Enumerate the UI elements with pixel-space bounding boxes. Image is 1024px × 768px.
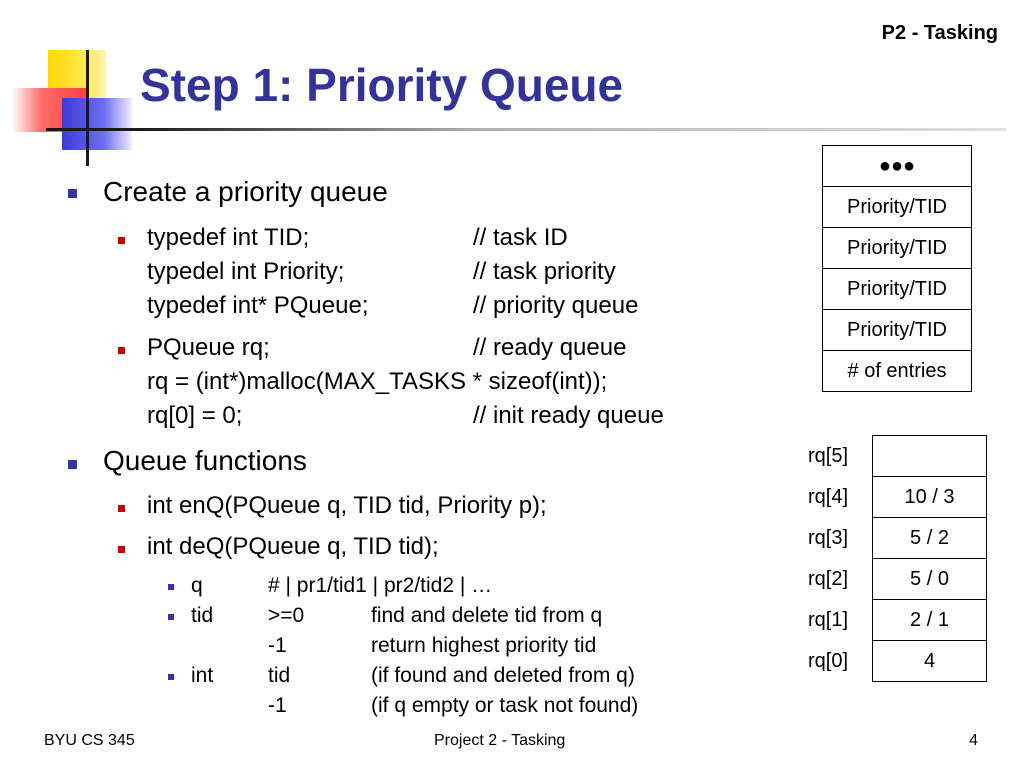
rq-index-label: rq[3] [807,526,849,549]
sub-sub-bullet-icon [168,614,174,620]
typedef-priority-code: typedel int Priority; [147,258,345,285]
param-q-desc: # | pr1/tid1 | pr2/tid2 | … [268,574,493,597]
table-row [784,518,987,559]
footer-course: BYU CS 345 [44,732,135,749]
bullet-create-queue: Create a priority queue [103,176,388,207]
table-row [784,559,987,600]
param-int-desc-2: (if q empty or task not found) [371,694,639,717]
ptable-cell: Priority/TID [823,269,972,310]
rq-index-label: rq[1] [807,608,849,631]
slide-tag: P2 - Tasking [881,22,998,44]
rq-init-comment: // init ready queue [473,402,664,429]
param-q-name: q [191,574,203,597]
ptable-cell: Priority/TID [823,310,972,351]
rq-value: 2 / 1 [873,600,987,641]
title-underline [46,128,1006,131]
rq-value [873,436,987,477]
sub-bullet-icon [118,347,125,354]
enq-signature: int enQ(PQueue q, TID tid, Priority p); [147,492,547,519]
ptable-cell: Priority/TID [823,187,972,228]
bullet-icon [68,189,77,198]
sub-bullet-icon [118,546,125,553]
rq-index-label: rq[4] [807,485,849,508]
rq-value: 5 / 2 [873,518,987,559]
param-tid-desc-2: return highest priority tid [371,634,597,657]
rq-malloc-code: rq = (int*)malloc(MAX_TASKS * sizeof(int)); [147,368,608,395]
param-tid-name: tid [191,604,214,627]
typedef-pqueue-code: typedef int* PQueue; [147,292,369,319]
deq-signature: int deQ(PQueue q, TID tid); [147,533,439,560]
priority-queue-layout-table [822,145,972,392]
logo-blue-square [62,98,132,150]
rq-value: 10 / 3 [873,477,987,518]
table-row [784,641,987,682]
sub-bullet-icon [118,505,125,512]
rq-index-label: rq[0] [807,649,849,672]
param-int-desc: (if found and deleted from q) [371,664,635,687]
footer-title: Project 2 - Tasking [434,732,566,749]
param-tid-val: >=0 [268,604,305,627]
ptable-cell: ●●● [823,146,972,187]
rq-decl-comment: // ready queue [473,334,627,361]
table-row [784,477,987,518]
table-row [784,436,987,477]
typedef-tid-comment: // task ID [473,224,568,251]
rq-index-label: rq[2] [807,567,849,590]
typedef-priority-comment: // task priority [473,258,616,285]
param-int-name: int [191,664,214,687]
bullet-queue-functions: Queue functions [103,445,307,476]
param-int-val: tid [268,664,291,687]
rq-decl-code: PQueue rq; [147,334,270,361]
sub-sub-bullet-icon [168,674,174,680]
page-number: 4 [969,732,978,749]
rq-init-code: rq[0] = 0; [147,402,243,429]
typedef-tid-code: typedef int TID; [147,224,310,251]
ptable-cell: Priority/TID [823,228,972,269]
rq-value: 4 [873,641,987,682]
typedef-pqueue-comment: // priority queue [473,292,639,319]
rq-value: 5 / 0 [873,559,987,600]
ptable-cell: # of entries [823,351,972,392]
logo-vertical-line [86,50,89,166]
param-int-val-2: -1 [268,694,287,717]
table-row [784,600,987,641]
bullet-icon [68,460,77,469]
ready-queue-table [784,435,987,682]
slide-title: Step 1: Priority Queue [140,59,624,111]
sub-bullet-icon [118,237,125,244]
param-tid-val-2: -1 [268,634,287,657]
rq-index-label: rq[5] [807,444,849,467]
sub-sub-bullet-icon [168,584,174,590]
param-tid-desc: find and delete tid from q [371,604,603,627]
